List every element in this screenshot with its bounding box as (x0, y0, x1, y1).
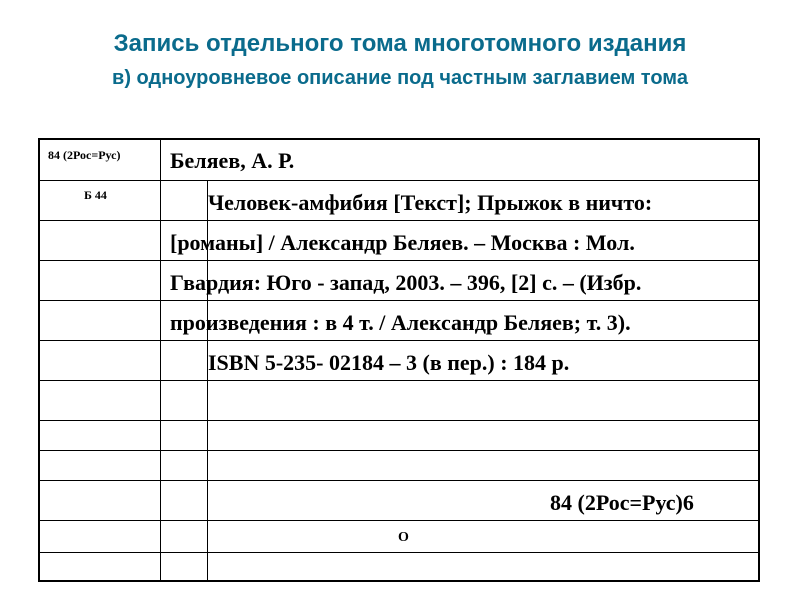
bottom-author-mark: О (398, 530, 409, 545)
catalog-card (38, 138, 760, 582)
entry-line-3: [романы] / Александр Беляев. – Москва : Мол. (170, 230, 635, 255)
card-rule-11 (40, 552, 758, 553)
author-mark: Б 44 (84, 188, 107, 202)
card-rule-2 (40, 220, 758, 221)
bottom-classification-index: 84 (2Рос=Рус)6 (550, 490, 694, 515)
classification-index: 84 (2Рос=Рус) (48, 148, 121, 162)
card-rule-4 (40, 300, 758, 301)
card-rule-5 (40, 340, 758, 341)
card-rule-3 (40, 260, 758, 261)
card-rule-8 (40, 450, 758, 451)
card-rule-9 (40, 480, 758, 481)
card-rule-6 (40, 380, 758, 381)
card-vertical-line-left (160, 140, 161, 580)
page-subtitle: в) одноуровневое описание под частным заглавием тома (112, 67, 688, 89)
card-rule-7 (40, 420, 758, 421)
entry-line-4: Гвардия: Юго - запад, 2003. – 396, [2] с. – (Избр. (170, 270, 642, 295)
card-rule-10 (40, 520, 758, 521)
card-rule-1 (40, 180, 758, 181)
entry-title-line: Человек-амфибия [Текст]; Прыжок в ничто: (208, 190, 653, 215)
entry-isbn-line: ISBN 5-235- 02184 – 3 (в пер.) : 184 р. (208, 350, 570, 375)
entry-heading-author: Беляев, А. Р. (170, 148, 295, 173)
page-title: Запись отдельного тома многотомного издания (113, 30, 687, 57)
entry-line-5: произведения : в 4 т. / Александр Беляев; т. 3). (170, 310, 631, 335)
